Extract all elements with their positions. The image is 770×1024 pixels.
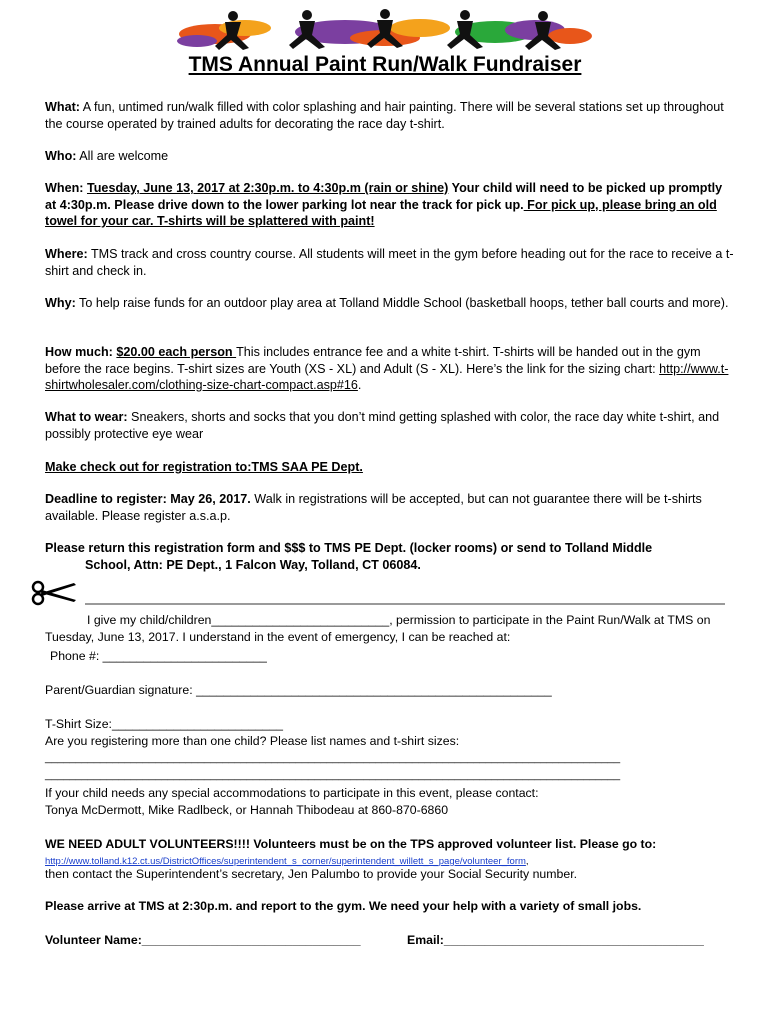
return-line-1: Please return this registration form and $$$ to TMS PE Dept. (locker rooms) or send to Tolland Middle xyxy=(45,541,653,555)
what-text: A fun, untimed run/walk filled with color splashing and hair painting. There will be several stations set up throughout the course operated by trained adults for decorating the race day t-shirt. xyxy=(45,100,724,131)
when-towel: For pick up, please bring an old towel for your car. T-shirts will be splattered with paint! xyxy=(45,197,717,228)
superintendent-contact: then contact the Superintendent’s secretary, Jen Palumbo to provide your Social Security number. xyxy=(45,867,578,881)
arrival-instructions: Please arrive at TMS at 2:30p.m. and report to the gym. We need your help with a variety of small jobs. xyxy=(45,899,642,913)
volunteer-form-link[interactable]: http://www.tolland.k12.ct.us/DistrictOffices/superintendent_s_corner/superintendent_willett_s_page/volunteer_form xyxy=(45,856,526,867)
why-label: Why: xyxy=(45,296,76,310)
who-paragraph xyxy=(45,148,735,165)
scissors-icon xyxy=(30,580,80,606)
what-to-wear-label: What to wear: xyxy=(45,410,128,424)
sizing-chart-link[interactable]: http://www.t-shirtwholesaler.com/clothing-size-chart-compact.asp#16 xyxy=(45,361,729,392)
when-paragraph xyxy=(45,180,735,230)
price: $20.00 each person xyxy=(116,345,237,359)
deadline-text: Walk in registrations will be accepted, but can not guarantee there will be t-shirts available. Please register a.s.a.p. xyxy=(45,492,702,523)
page-title: TMS Annual Paint Run/Walk Fundraiser xyxy=(188,53,582,76)
who-label: Who: xyxy=(45,149,77,163)
why-text: To help raise funds for an outdoor play area at Tolland Middle School (basketball hoops, tether ball courts and more). xyxy=(75,296,729,310)
what-to-wear-paragraph xyxy=(45,409,735,442)
volunteers-heading: WE NEED ADULT VOLUNTEERS!!!! Volunteers must be on the TPS approved volunteer list. Please go to: xyxy=(45,837,657,851)
tshirt-size-field[interactable]: T-Shirt Size:_________________________ xyxy=(45,717,283,731)
children-list-line-1[interactable]: ______________________________________________________________________________________________ xyxy=(45,752,621,764)
when-pickup: Your child will need to be picked up promptly at 4:30p.m. Please drive down to the lower parking lot near the track for pick up. xyxy=(45,181,723,212)
what-label: What: xyxy=(45,100,80,114)
running-figures-banner xyxy=(175,8,595,54)
deadline-paragraph xyxy=(45,491,735,524)
contact-names: Tonya McDermott, Mike Radlbeck, or Hannah Thibodeau at 860-870-6860 xyxy=(45,803,449,817)
where-text: TMS track and cross country course. All students will meet in the gym before heading out for the race to receive a t- shirt and check in. xyxy=(45,247,734,278)
volunteer-name-field[interactable]: Volunteer Name:________________________________ xyxy=(45,933,361,947)
why-paragraph xyxy=(45,295,735,312)
more-children-prompt: Are you registering more than one child? Please list names and t-shirt sizes: xyxy=(45,734,460,748)
deadline-label: Deadline to register: May 26, 2017. xyxy=(45,492,251,506)
cut-line-divider xyxy=(85,603,725,605)
checks-payable: Make check out for registration to:TMS SAA PE Dept. xyxy=(45,460,363,474)
how-much-text: This includes entrance fee and a white t-shirt. T-shirts will be handed out in the gym before the race begins. T-shirt sizes are Youth (XS - XL) and Adult (S - XL). Here’s the link for the sizing chart: xyxy=(45,345,701,376)
what-paragraph xyxy=(45,99,735,132)
where-label: Where: xyxy=(45,247,88,261)
phone-field[interactable]: Phone #: ________________________ xyxy=(50,649,267,663)
where-paragraph xyxy=(45,246,735,279)
return-instructions xyxy=(45,540,735,573)
children-list-line-2[interactable]: ______________________________________________________________________________________________ xyxy=(45,769,621,781)
how-much-paragraph xyxy=(45,344,735,394)
accommodations-note: If your child needs any special accommodations to participate in this event, please contact: xyxy=(45,786,539,800)
how-much-end: . xyxy=(357,378,362,392)
volunteer-link-end: , xyxy=(525,856,529,867)
volunteer-email-field[interactable]: Email:______________________________________ xyxy=(407,933,704,947)
when-date: Tuesday, June 13, 2017 at 2:30p.m. to 4:30p.m (rain or shine) xyxy=(86,181,449,195)
how-much-label: How much: xyxy=(45,345,117,359)
permission-line-1[interactable]: I give my child/children__________________________, permission to participate in the Paint Run/Walk at TMS on xyxy=(87,613,711,627)
who-text: All are welcome xyxy=(76,149,169,163)
signature-field[interactable]: Parent/Guardian signature: ____________________________________________________ xyxy=(45,683,552,697)
when-label: When: xyxy=(45,181,87,195)
what-to-wear-text: Sneakers, shorts and socks that you don’t mind getting splashed with color, the race day white t-shirt, and possibly protective eye wear xyxy=(45,410,720,441)
permission-line-2: Tuesday, June 13, 2017. I understand in the event of emergency, I can be reached at: xyxy=(45,630,511,644)
return-line-2: School, Attn: PE Dept., 1 Falcon Way, Tolland, CT 06084. xyxy=(85,557,421,572)
